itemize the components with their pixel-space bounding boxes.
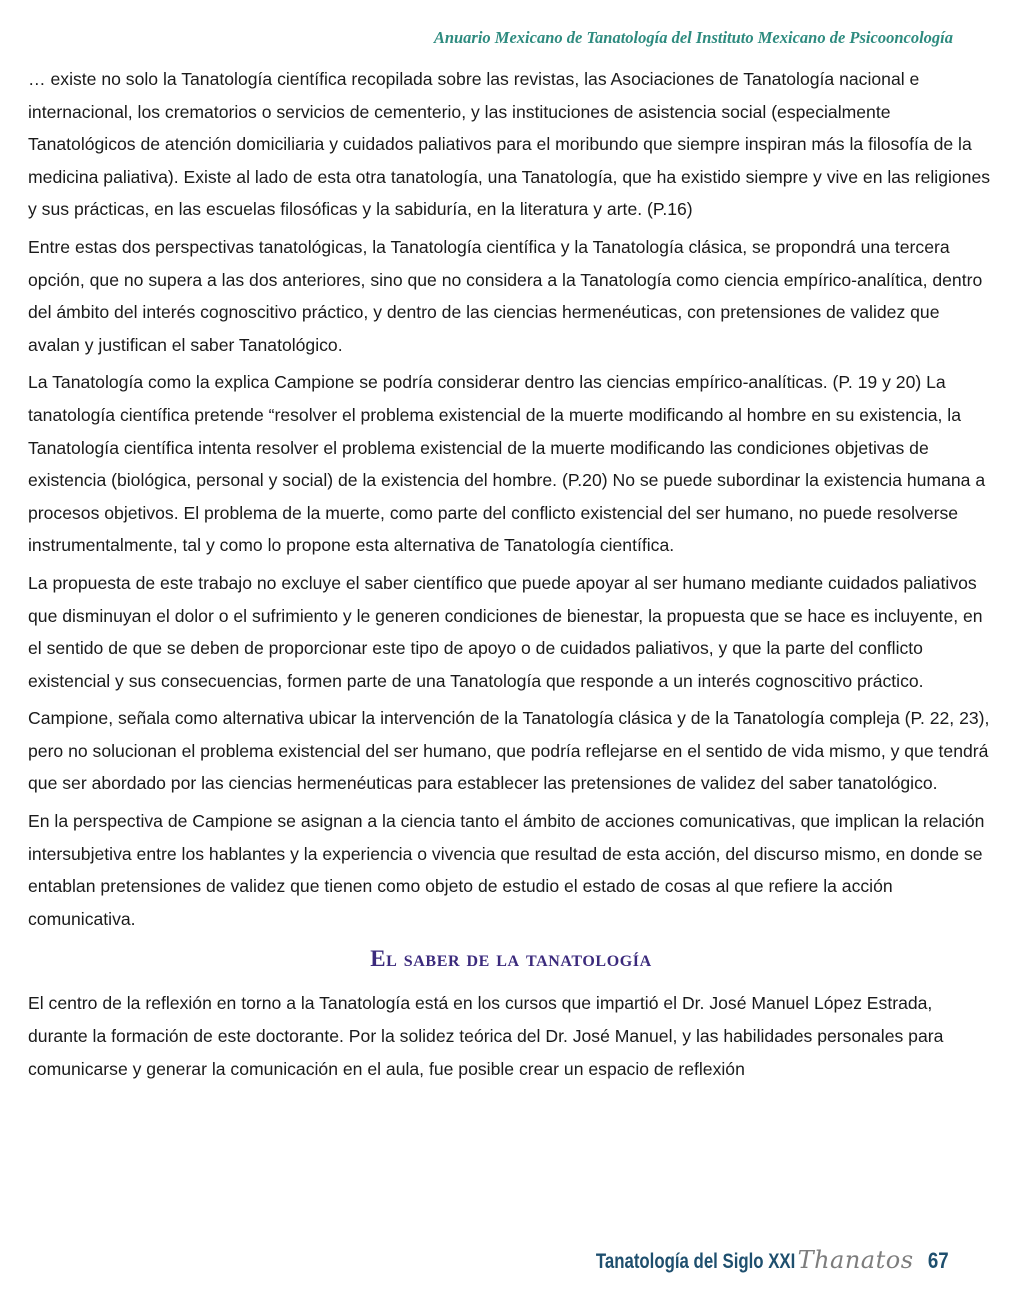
page-footer	[546, 1246, 950, 1274]
running-header: Anuario Mexicano de Tanatología del Instituto Mexicano de Psicooncología	[433, 28, 953, 47]
paragraph: Campione, señala como alternativa ubicar la intervención de la Tanatología clásica y de la Tanatología compleja (P. 22, 23), pero no solucionan el problema existencial del ser humano, que podría reflejarse en el sentido de vida mismo, y que tendrá que ser abordado por las ciencias hermenéuticas para establecer las pretensiones de validez del saber tanatológico.	[28, 708, 990, 794]
article-body	[28, 63, 994, 1090]
page-number: 67	[927, 1248, 949, 1273]
paragraph: La propuesta de este trabajo no excluye el saber científico que puede apoyar al ser humano mediante cuidados paliativos que disminuyan el dolor o el sufrimiento y le generen condiciones de bienestar, la propuesta que se hace es incluyente, en el sentido de que se deben de proporcionar este tipo de apoyo o de cuidados paliativos, y que la parte del conflicto existencial y sus consecuencias, formen parte de una Tanatología que responde a un interés cognoscitivo práctico.	[28, 572, 983, 691]
paragraph: En la perspectiva de Campione se asignan a la ciencia tanto el ámbito de acciones comunicativas, que implican la relación intersubjetiva entre los hablantes y la experiencia o vivencia que resultad de esta acción, del discurso mismo, en donde se entablan pretensiones de validez que tienen como objeto de estudio el estado de cosas al que refiere la acción comunicativa.	[28, 811, 985, 929]
paragraph: La Tanatología como la explica Campione se podría considerar dentro las ciencias empírico-analíticas. (P. 19 y 20) La tanatología científica pretende “resolver el problema existencial de la muerte modificando al hombre en su existencia, la Tanatología científica intenta resolver el problema existencial de la muerte modificando las condiciones objetivas de existencia (biológica, personal y social) de la existencia del hombre. (P.20) No se puede subordinar la existencia humana a procesos objetivos. El problema de la muerte, como parte del conflicto existencial del ser humano, no puede resolverse instrumentalmente, tal y como lo propone esta alternativa de Tanatología científica.	[28, 372, 986, 556]
paragraph: … existe no solo la Tanatología científica recopilada sobre las revistas, las Asociaciones de Tanatología nacional e internacional, los crematorios o servicios de cementerio, y las instituciones de asistencia social (especialmente Tanatológicos de atención domiciliaria y cuidados paliativos para el moribundo que siempre inspiran más la filosofía de la medicina paliativa). Existe al lado de esta otra tanatología, una Tanatología, que ha existido siempre y vive en las religiones y sus prácticas, en las escuelas filosóficas y la sabiduría, en la literatura y arte. (P.16)	[28, 69, 991, 220]
section-heading: El saber de la tanatología	[370, 946, 652, 972]
thanatos-logo: Thanatos	[797, 1246, 914, 1274]
paragraph: Entre estas dos perspectivas tanatológicas, la Tanatología científica y la Tanatología clásica, se propondrá una tercera opción, que no supera a las dos anteriores, sino que no considera a la Tanatología como ciencia empírico-analítica, dentro del ámbito del interés cognoscitivo práctico, y dentro de las ciencias hermenéuticas, con pretensiones de validez que avalan y justifican el saber Tanatológico.	[28, 236, 983, 355]
footer-publication-title: Tanatología del Siglo XXI	[596, 1250, 796, 1273]
paragraph: El centro de la reflexión en torno a la Tanatología está en los cursos que impartió el Dr. José Manuel López Estrada, durante la formación de este doctorante. Por la solidez teórica del Dr. José Manuel, y las habilidades personales para comunicarse y generar la comunicación en el aula, fue posible crear un espacio de reflexión	[28, 993, 944, 1079]
